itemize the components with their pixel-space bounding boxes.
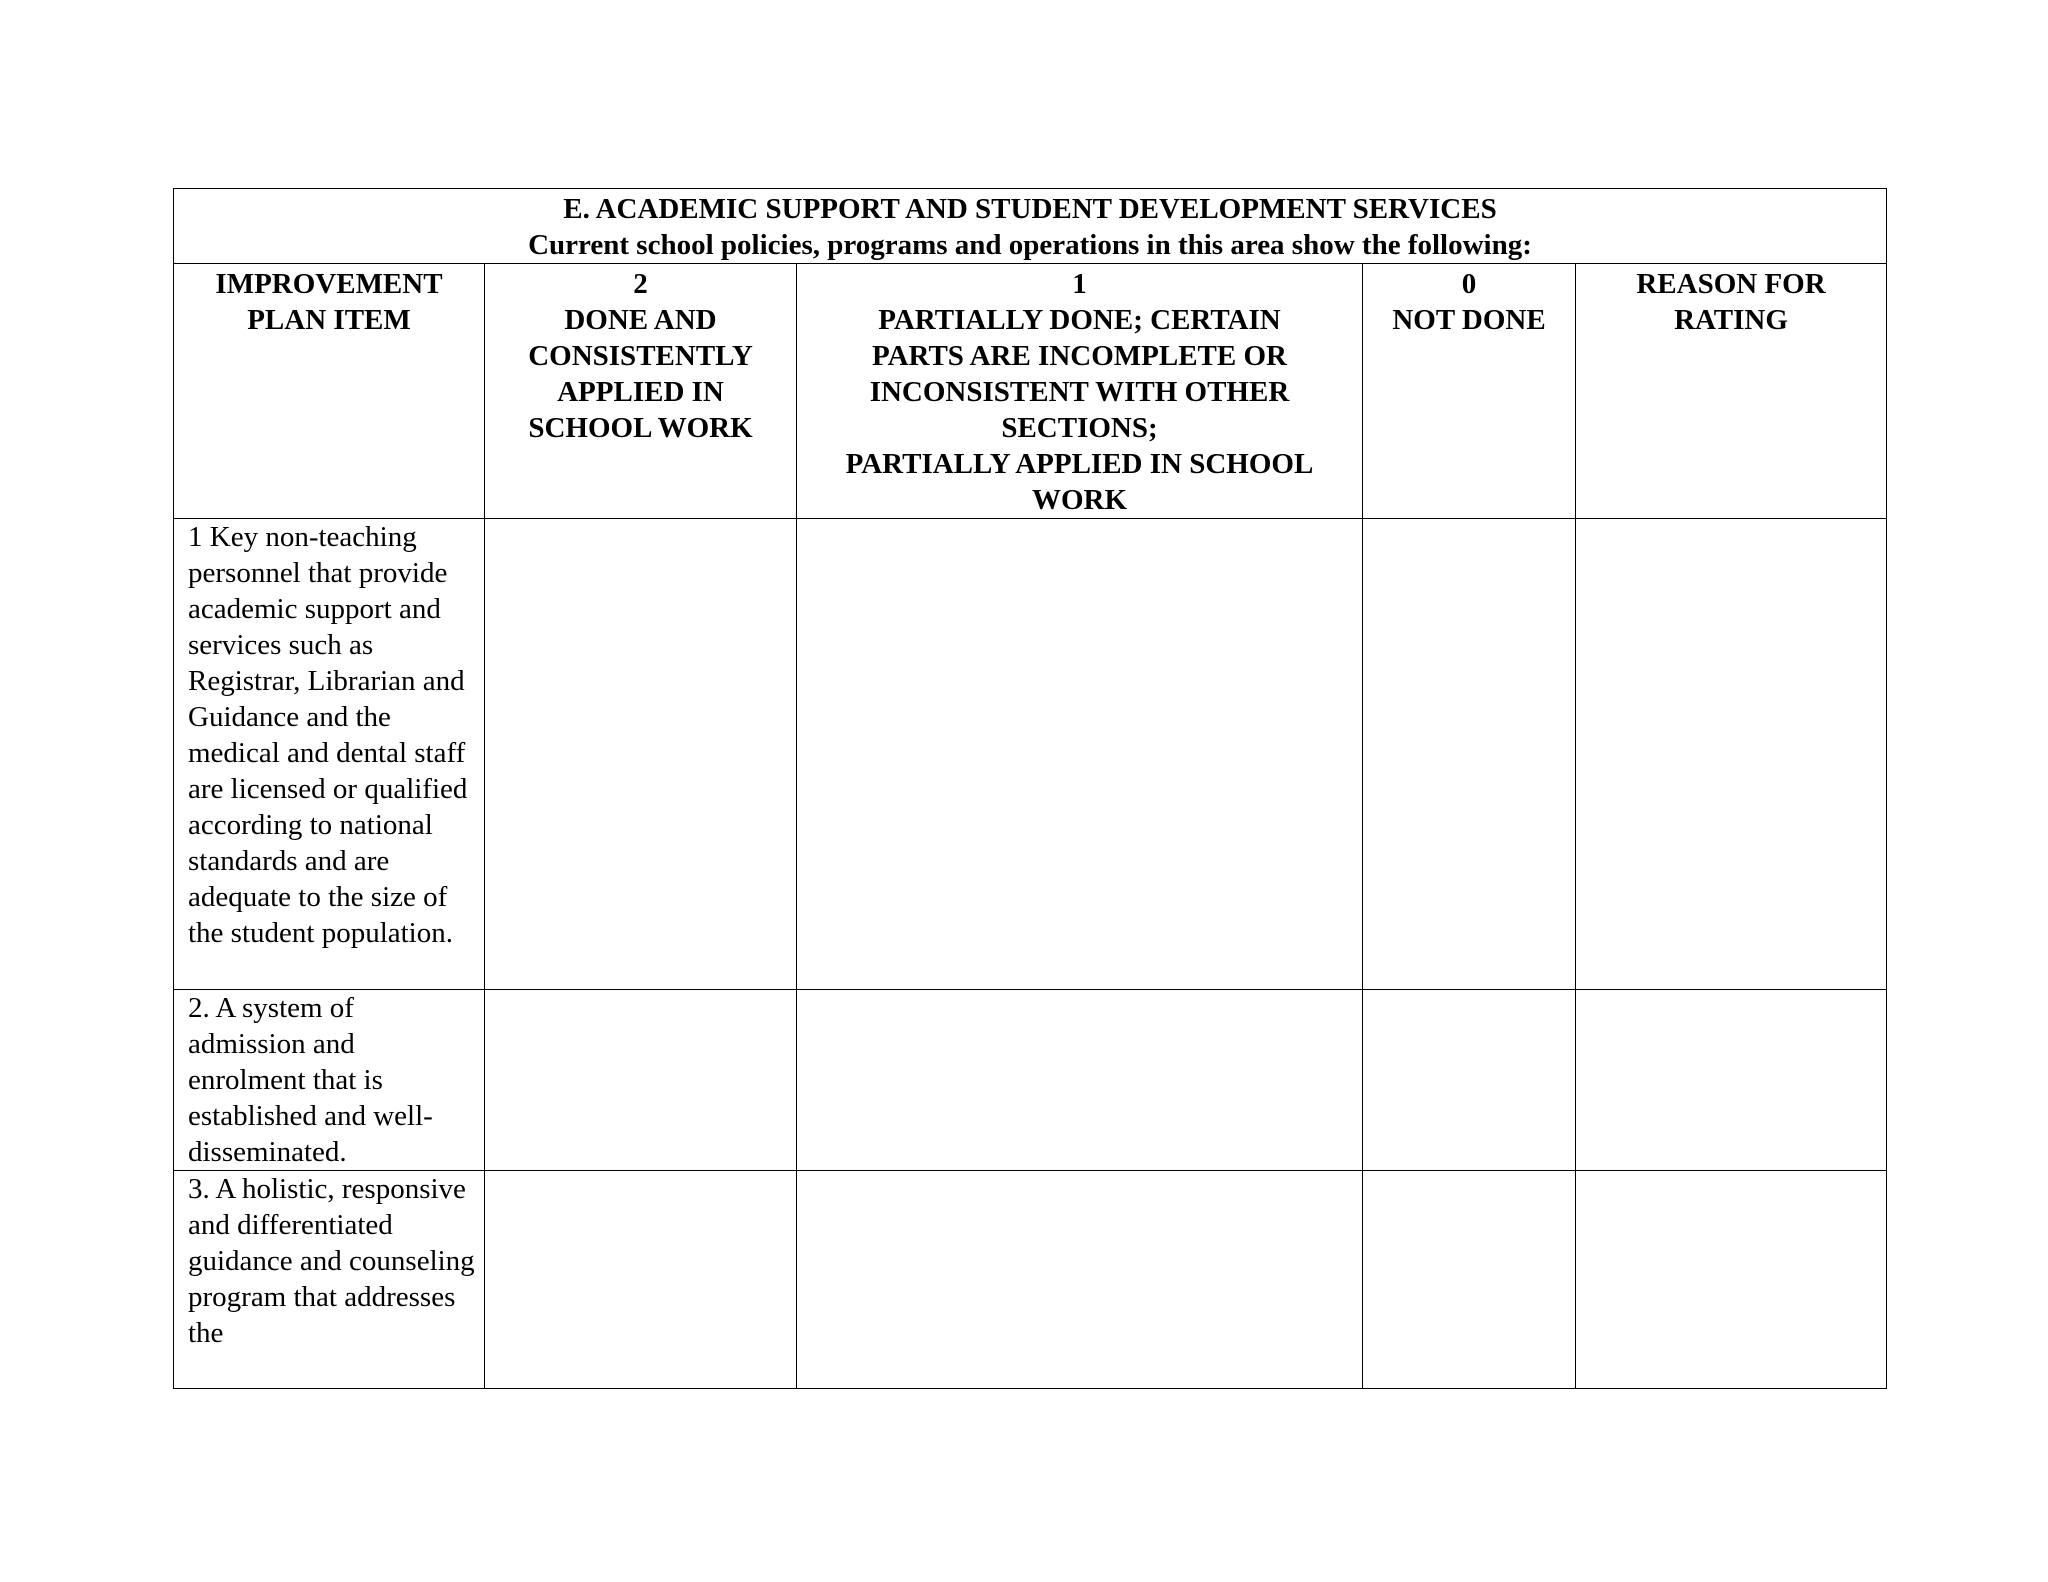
assessment-table [173, 188, 1887, 1389]
header-line: PARTIALLY APPLIED IN SCHOOL [845, 448, 1314, 480]
header-improvement-plan-item [174, 264, 485, 519]
header-line: WORK [1031, 484, 1128, 516]
rating-1-cell [797, 990, 1363, 1171]
rating-0-cell [1363, 519, 1576, 990]
rating-2-cell [485, 990, 797, 1171]
table-row [174, 990, 1887, 1171]
header-reason-for-rating [1576, 264, 1887, 519]
header-not-done [1363, 264, 1576, 519]
reason-cell [1576, 1171, 1887, 1389]
header-line: 0 [1461, 268, 1477, 300]
header-partially-done [797, 264, 1363, 519]
header-line: PLAN ITEM [247, 304, 411, 336]
header-line: SECTIONS; [1001, 412, 1158, 444]
section-subtitle: Current school policies, programs and operations in this area show the following: [528, 229, 1532, 261]
column-header-row [174, 264, 1887, 519]
header-line: APPLIED IN [557, 376, 724, 408]
header-line: RATING [1674, 304, 1788, 336]
header-line: 1 [1072, 268, 1087, 300]
section-title-cell [174, 189, 1887, 264]
rating-1-cell [797, 519, 1363, 990]
rating-1-cell [797, 1171, 1363, 1389]
table-row [174, 519, 1887, 990]
improvement-item-cell [174, 1171, 485, 1389]
header-line: PARTS ARE INCOMPLETE OR [872, 340, 1287, 372]
header-line: CONSISTENTLY [528, 340, 753, 372]
header-done-consistently [485, 264, 797, 519]
header-line: PARTIALLY DONE; CERTAIN [878, 304, 1281, 336]
header-line: NOT DONE [1392, 304, 1546, 336]
section-title-row [174, 189, 1887, 264]
header-line: REASON FOR [1636, 268, 1826, 300]
reason-cell [1576, 519, 1887, 990]
header-line: IMPROVEMENT [215, 268, 443, 300]
rating-0-cell [1363, 990, 1576, 1171]
rating-0-cell [1363, 1171, 1576, 1389]
rating-2-cell [485, 1171, 797, 1389]
improvement-item-cell: 2. A system of admission and enrolment that is established and well-disseminated. [174, 990, 485, 1171]
reason-cell [1576, 990, 1887, 1171]
section-title: E. ACADEMIC SUPPORT AND STUDENT DEVELOPMENT SERVICES [563, 193, 1497, 225]
header-line: 2 [633, 268, 648, 300]
rating-2-cell [485, 519, 797, 990]
improvement-item-cell: 1 Key non-teaching personnel that provide academic support and services such as Registrar, Librarian and Guidance and the medical and dental staff are licensed or qualified according to national standards and are adequate to the size of the student population. [174, 519, 485, 990]
table-row [174, 1171, 1887, 1389]
header-line: SCHOOL WORK [528, 412, 753, 444]
header-line: INCONSISTENT WITH OTHER [869, 376, 1290, 408]
improvement-item-text: 3. A holistic, responsive and differentiated guidance and counseling program that addresses the [188, 1173, 475, 1349]
header-line: DONE AND [564, 304, 717, 336]
